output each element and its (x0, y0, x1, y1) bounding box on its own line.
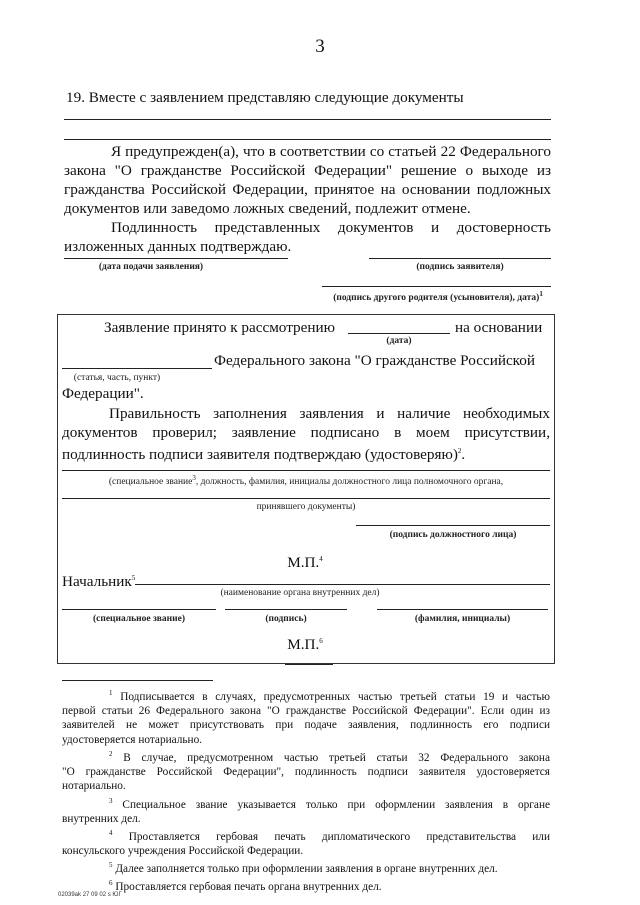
applicant-signature-caption: (подпись заявителя) (416, 262, 504, 272)
footnote-separator (62, 680, 213, 681)
verification-paragraph: Правильность заполнения заявления и наличие необходимых документов проверил; заявление подписано в моем присутствии, подлинность подписи заявителя подтверждаю (удостоверяю)$^2$. (62, 405, 550, 464)
article-line[interactable] (62, 368, 212, 369)
accepted-prefix: Заявление принято к рассмотрению (104, 319, 335, 336)
official-name-line[interactable] (62, 470, 550, 471)
official-signature-line[interactable] (356, 525, 550, 526)
stamp-2: М.П.$^6$ (287, 636, 323, 654)
official-caption-2: принявшего документы) (256, 502, 356, 512)
chief-organ-line[interactable] (135, 584, 550, 585)
stamp-1: М.П.$^4$ (287, 554, 323, 572)
rank-caption: (специальное звание) (92, 614, 186, 624)
other-parent-caption: (подпись другого родителя (усыновителя), дата)$^1$ (333, 290, 543, 304)
print-code: 02039ak 27 09 02 s ЮГ (58, 892, 122, 898)
other-parent-signature-line[interactable] (322, 286, 551, 287)
footnote-5: $^5$ Далее заполняется только при оформлении заявления в органе внутренних дел. (109, 861, 498, 876)
acceptance-date-line[interactable] (348, 333, 450, 334)
name-caption: (фамилия, инициалы) (414, 614, 511, 624)
item-19-heading: 19. Вместе с заявлением представляю следующие документы (66, 89, 464, 106)
federation-text: Федерации". (62, 385, 144, 402)
accepted-suffix: на основании (455, 319, 543, 336)
official-caption-1: (специальное звание$^3$, должность, фамилия, инициалы должностного лица полномочного органа, (108, 474, 504, 488)
law-text: Федерального закона "О гражданстве Российской (214, 352, 536, 369)
rank-line[interactable] (62, 609, 216, 610)
documents-line-1[interactable] (64, 119, 551, 120)
organ-caption: (наименование органа внутренних дел) (220, 588, 380, 598)
applicant-signature-line[interactable] (369, 258, 551, 259)
chief-name-line[interactable] (377, 609, 548, 610)
footnote-4: $^4$ Проставляется гербовая печать дипломатического представительства или (109, 828, 550, 843)
warning-paragraph: Я предупрежден(а), что в соответствии со статьей 22 Федерального закона "О гражданстве Российской Федерации" решение о выходе из гражданства Российской Федерации, принятое на основании подложных документов или заведомо ложных сведений, подлежит отмене. Подлинность представленных документов и достоверность изложенных данных подтверждаю. (64, 143, 551, 255)
footnote-2: $^2$ В случае, предусмотренном частью третьей статьи 32 Федерального закона (109, 749, 550, 764)
official-name-line-2[interactable] (62, 498, 550, 499)
footnote-1: $^1$ Подписывается в случаях, предусмотренных частью третьей статьи 19 и частью (109, 689, 550, 703)
official-signature-caption: (подпись должностного лица) (389, 530, 517, 540)
chief-signature-caption: (подпись) (265, 614, 307, 624)
footnote-6: $^6$ Проставляется гербовая печать органа внутренних дел. (109, 879, 382, 894)
footnotes: $^1$ Подписывается в случаях, предусмотренных частью третьей статьи 19 и частью первой статьи 26 Федерального закона "О гражданстве Российской Федерации". Если один из заявителей не может присутствовать при подаче заявления, подлинность его подписи удостоверяется нотариально. $^2$ В случае, предусмотренном частью третьей статьи 32 Федерального закона "О гражданстве Российской Федерации", подлинность подписи заявителя удостоверяется нотариально. $^3$ Специальное звание указывается только при оформлении заявления в органе внутренних дел. $^4$ Проставляется гербовая печать дипломатического представительства или консульского учреждения Российской Федерации. $^5$ Далее заполняется только при оформлении заявления в органе внутренних дел. $^6$ Проставляется гербовая печать органа внутренних дел. (62, 686, 550, 894)
submission-date-line[interactable] (64, 258, 288, 259)
footnote-3: $^3$ Специальное звание указывается только при оформлении заявления в органе (109, 796, 551, 811)
chief-signature-line[interactable] (225, 609, 347, 610)
page-number: 3 (315, 36, 325, 57)
article-caption: (статья, часть, пункт) (73, 373, 161, 383)
submission-date-caption: (дата подачи заявления) (98, 262, 204, 272)
documents-line-2[interactable] (64, 139, 551, 140)
date-caption: (дата) (386, 336, 412, 346)
chief-label: Начальник$^5$ (62, 573, 136, 591)
center-divider (285, 664, 333, 665)
